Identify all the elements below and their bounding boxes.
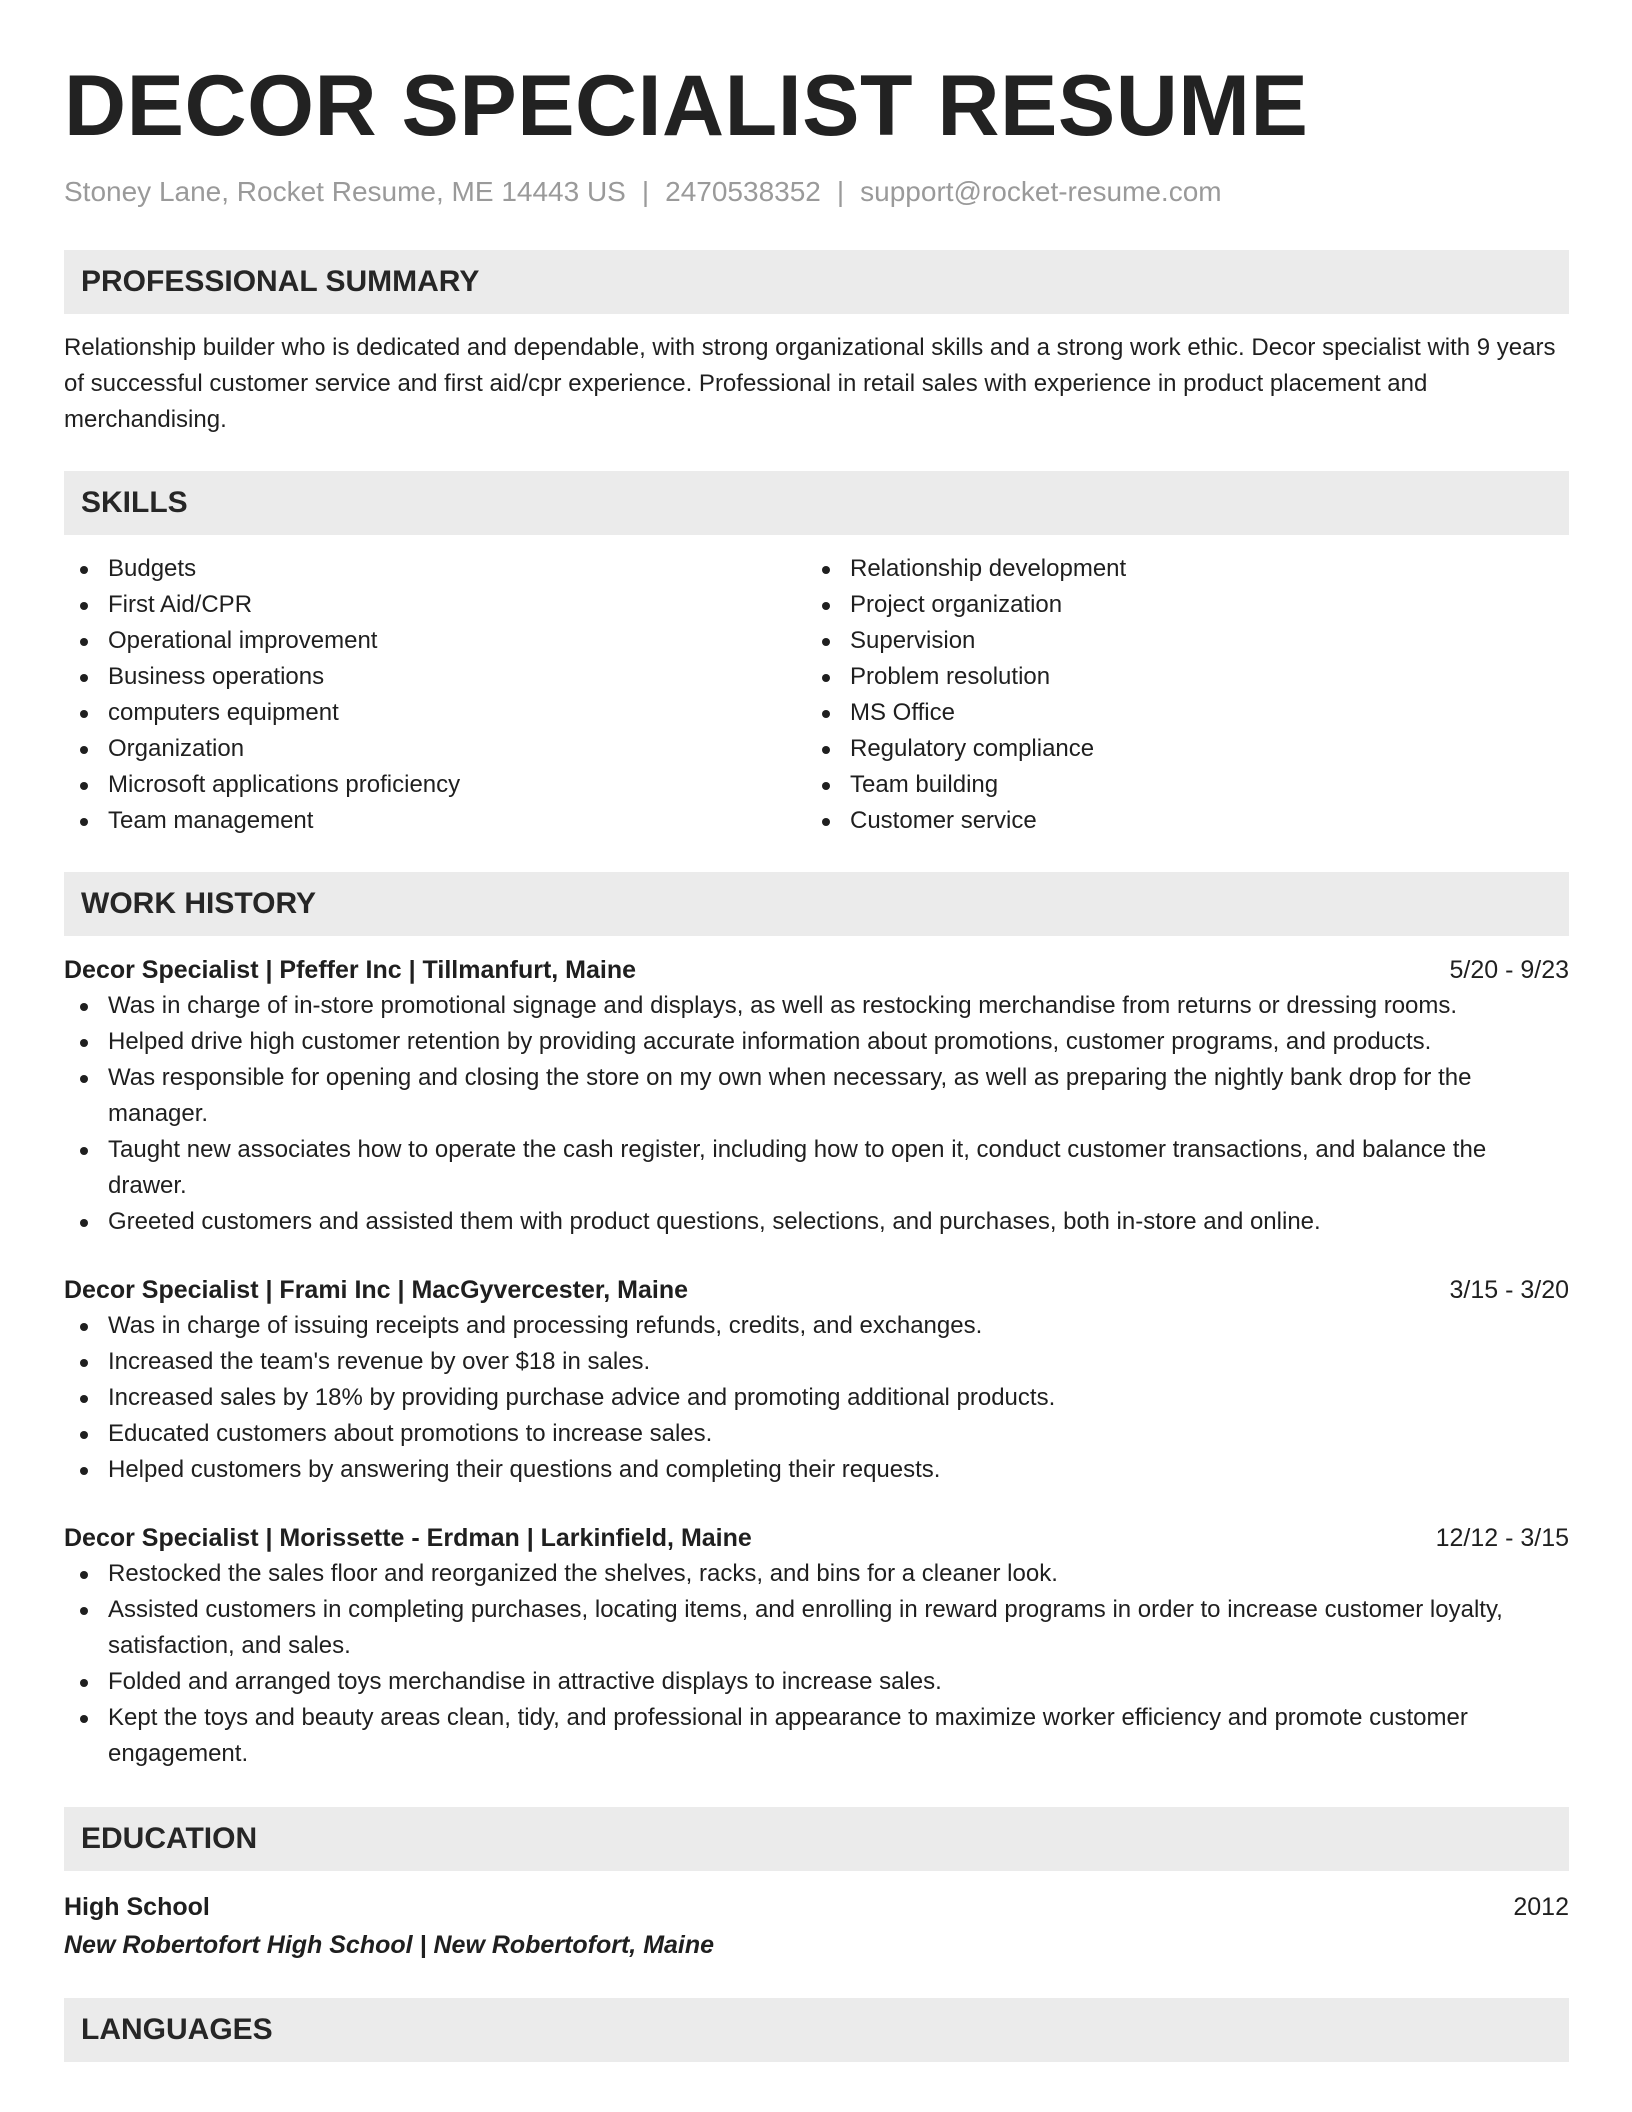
contact-line (64, 174, 1569, 210)
job-bullet: Greeted customers and assisted them with product questions, selections, and purchases, both in-store and online. (64, 1204, 1569, 1240)
education-degree: High School (64, 1893, 210, 1921)
skill-item: Organization (64, 731, 806, 767)
section-header-languages: LANGUAGES (64, 1998, 1569, 2062)
skill-item: computers equipment (64, 695, 806, 731)
section-header-skills: SKILLS (64, 471, 1569, 535)
skills-column-left (64, 551, 806, 839)
job-bullet: Increased sales by 18% by providing purchase advice and promoting additional products. (64, 1380, 1569, 1416)
job-dates: 3/15 - 3/20 (1449, 1276, 1569, 1304)
job-bullet: Assisted customers in completing purchases, locating items, and enrolling in reward programs in order to increase customer loyalty, satisfaction, and sales. (64, 1592, 1569, 1664)
skill-item: First Aid/CPR (64, 587, 806, 623)
resume-page (64, 0, 1569, 2062)
skill-item: Supervision (806, 623, 1548, 659)
skills-column-right (806, 551, 1548, 839)
contact-email: support@rocket-resume.com (860, 176, 1222, 207)
skill-item: Customer service (806, 803, 1548, 839)
resume-title: DECOR SPECIALIST RESUME (64, 58, 1309, 154)
job-bullet: Kept the toys and beauty areas clean, tidy, and professional in appearance to maximize worker efficiency and promote customer engagement. (64, 1700, 1569, 1772)
skill-item: Team building (806, 767, 1548, 803)
job-entry (64, 952, 1569, 1240)
job-dates: 12/12 - 3/15 (1435, 1524, 1569, 1552)
section-header-work-history: WORK HISTORY (64, 872, 1569, 936)
education-year: 2012 (1513, 1893, 1569, 1921)
skill-item: Business operations (64, 659, 806, 695)
skill-item: Microsoft applications proficiency (64, 767, 806, 803)
job-bullet: Helped customers by answering their questions and completing their requests. (64, 1452, 1569, 1488)
contact-separator: | (641, 176, 650, 207)
contact-address: Stoney Lane, Rocket Resume, ME 14443 US (64, 176, 626, 207)
job-entry (64, 1520, 1569, 1772)
skills-list (64, 551, 1569, 839)
job-bullets (64, 1556, 1569, 1772)
skill-item: Problem resolution (806, 659, 1548, 695)
job-header (64, 952, 1569, 988)
contact-separator: | (836, 176, 845, 207)
job-entry (64, 1272, 1569, 1488)
skill-item: Operational improvement (64, 623, 806, 659)
contact-phone: 2470538352 (665, 176, 821, 207)
job-header (64, 1520, 1569, 1556)
job-bullet: Helped drive high customer retention by providing accurate information about promotions, customer programs, and products. (64, 1024, 1569, 1060)
skill-item: Project organization (806, 587, 1548, 623)
job-title: Decor Specialist | Frami Inc | MacGyvercester, Maine (64, 1276, 688, 1304)
job-bullet: Increased the team's revenue by over $18 in sales. (64, 1344, 1569, 1380)
education-school: New Robertofort High School | New Robertofort, Maine (64, 1931, 715, 1959)
education-header (64, 1889, 1569, 1925)
skill-item: Budgets (64, 551, 806, 587)
job-bullet: Was in charge of in-store promotional signage and displays, as well as restocking merchandise from returns or dressing rooms. (64, 988, 1569, 1024)
job-bullet: Was in charge of issuing receipts and processing refunds, credits, and exchanges. (64, 1308, 1569, 1344)
summary-text: Relationship builder who is dedicated and dependable, with strong organizational skills and a strong work ethic. Decor specialist with 9 years of successful customer service and first aid/cpr experience. Professional in retail sales with experience in product placement and merchandising. (64, 334, 1556, 433)
skill-item: Relationship development (806, 551, 1548, 587)
skill-item: Regulatory compliance (806, 731, 1548, 767)
section-header-summary: PROFESSIONAL SUMMARY (64, 250, 1569, 314)
job-header (64, 1272, 1569, 1308)
job-bullet: Restocked the sales floor and reorganized the shelves, racks, and bins for a cleaner look. (64, 1556, 1569, 1592)
job-title: Decor Specialist | Pfeffer Inc | Tillmanfurt, Maine (64, 956, 637, 984)
job-bullet: Folded and arranged toys merchandise in attractive displays to increase sales. (64, 1664, 1569, 1700)
skill-item: MS Office (806, 695, 1548, 731)
section-header-education: EDUCATION (64, 1807, 1569, 1871)
job-title: Decor Specialist | Morissette - Erdman | Larkinfield, Maine (64, 1524, 752, 1552)
job-bullet: Was responsible for opening and closing the store on my own when necessary, as well as preparing the nightly bank drop for the manager. (64, 1060, 1569, 1132)
skill-item: Team management (64, 803, 806, 839)
job-bullets (64, 1308, 1569, 1488)
job-dates: 5/20 - 9/23 (1449, 956, 1569, 984)
job-bullets (64, 988, 1569, 1240)
job-bullet: Taught new associates how to operate the cash register, including how to open it, conduct customer transactions, and balance the drawer. (64, 1132, 1569, 1204)
job-bullet: Educated customers about promotions to increase sales. (64, 1416, 1569, 1452)
